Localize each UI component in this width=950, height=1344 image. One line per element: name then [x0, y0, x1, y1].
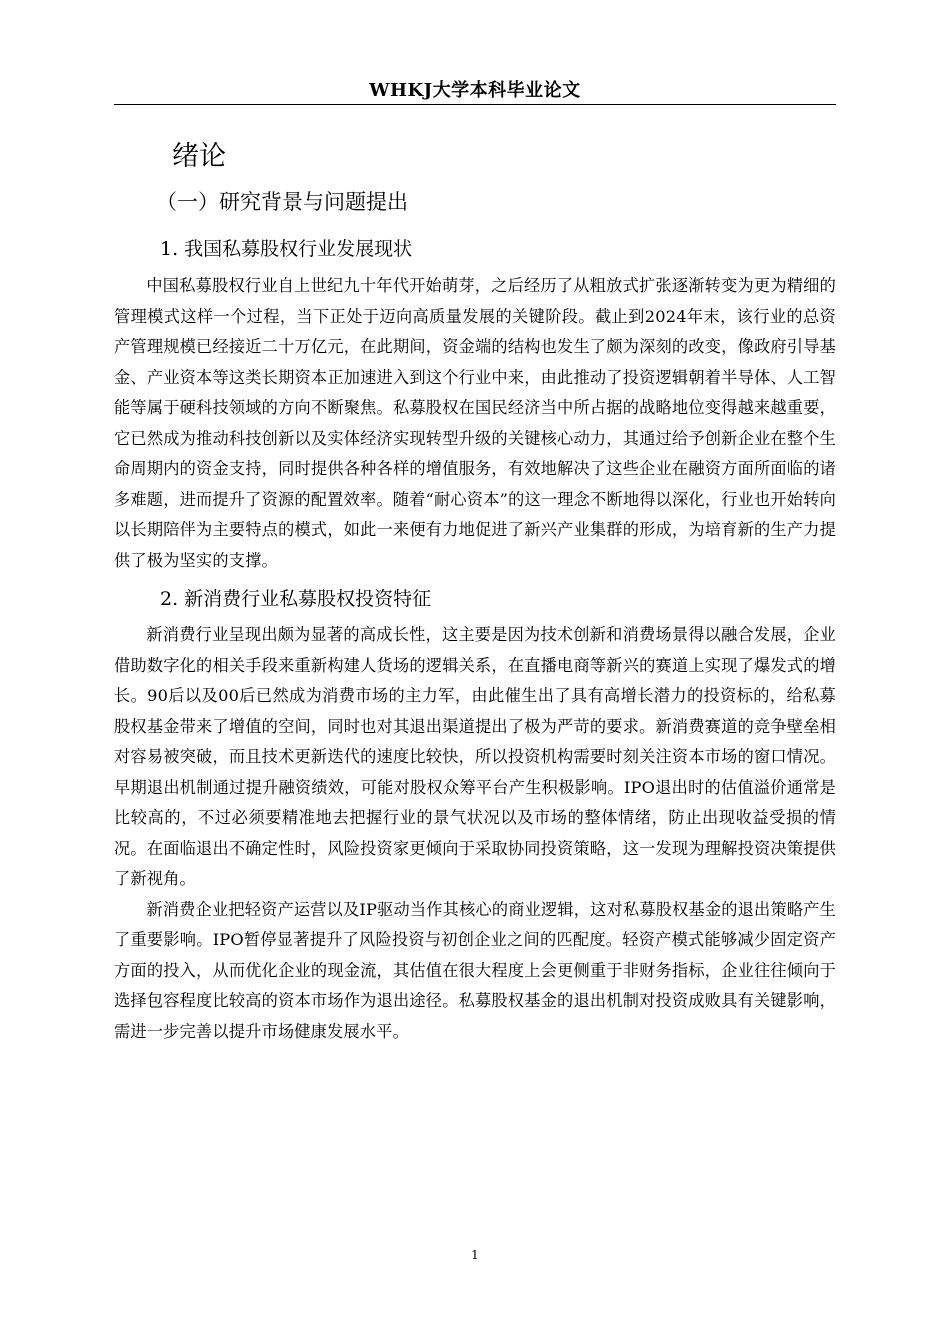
chapter-title: 绪论 [172, 141, 226, 172]
header-rule [114, 104, 836, 105]
paragraph: 中国私募股权行业自上世纪九十年代开始萌芽，之后经历了从粗放式扩张逐渐转变为更为精细的管理模式这样一个过程，当下正处于迈向高质量发展的关键阶段。截止到2024年末，该行业的总资产管理规模已经接近二十万亿元，在此期间，资金端的结构也发生了颇为深刻的改变，像政府引导基金、产业资本等这类长期资本正加速进入到这个行业中来，由此推动了投资逻辑朝着半导体、人工智能等属于硬科技领域的方向不断聚焦。私募股权在国民经济当中所占据的战略地位变得越来越重要，它已然成为推动科技创新以及实体经济实现转型升级的关键核心动力，其通过给予创新企业在整个生命周期内的资金支持，同时提供各种各样的增值服务，有效地解决了这些企业在融资方面所面临的诸多难题，进而提升了资源的配置效率。随着“耐心资本”的这一理念不断地得以深化，行业也开始转向以长期陪伴为主要特点的模式，如此一来便有力地促进了新兴产业集群的形成，为培育新的生产力提供了极为坚实的支撑。 [114, 276, 836, 570]
running-header: WHKJ大学本科毕业论文 [369, 80, 581, 101]
section-title: （一）研究背景与问题提出 [156, 190, 408, 214]
subsection-title-2: 2. 新消费行业私募股权投资特征 [160, 588, 432, 610]
paragraph: 新消费企业把轻资产运营以及IP驱动当作其核心的商业逻辑，这对私募股权基金的退出策略产生了重要影响。IPO暂停显著提升了风险投资与初创企业之间的匹配度。轻资产模式能够减少固定资产方面的投入，从而优化企业的现金流，其估值在很大程度上会更侧重于非财务指标，企业往往倾向于选择包容程度比较高的资本市场作为退出途径。私募股权基金的退出机制对投资成败具有关键影响，需进一步完善以提升市场健康发展水平。 [114, 899, 836, 1041]
body-content [114, 234, 836, 1047]
page-number: 1 [471, 1248, 479, 1262]
paragraph: 新消费行业呈现出颇为显著的高成长性，这主要是因为技术创新和消费场景得以融合发展，企业借助数字化的相关手段来重新构建人货场的逻辑关系，在直播电商等新兴的赛道上实现了爆发式的增长。90后以及00后已然成为消费市场的主力军，由此催生出了具有高增长潜力的投资标的，给私募股权基金带来了增值的空间，同时也对其退出渠道提出了极为严苛的要求。新消费赛道的竞争壁垒相对容易被突破，而且技术更新迭代的速度比较快，所以投资机构需要时刻关注资本市场的窗口情况。早期退出机制通过提升融资绩效，可能对股权众筹平台产生积极影响。IPO退出时的估值溢价通常是比较高的，不过必须要精准地去把握行业的景气状况以及市场的整体情绪，防止出现收益受损的情况。在面临退出不确定性时，风险投资家更倾向于采取协同投资策略，这一发现为理解投资决策提供了新视角。 [114, 625, 836, 888]
subsection-title-1: 1. 我国私募股权行业发展现状 [160, 238, 413, 260]
